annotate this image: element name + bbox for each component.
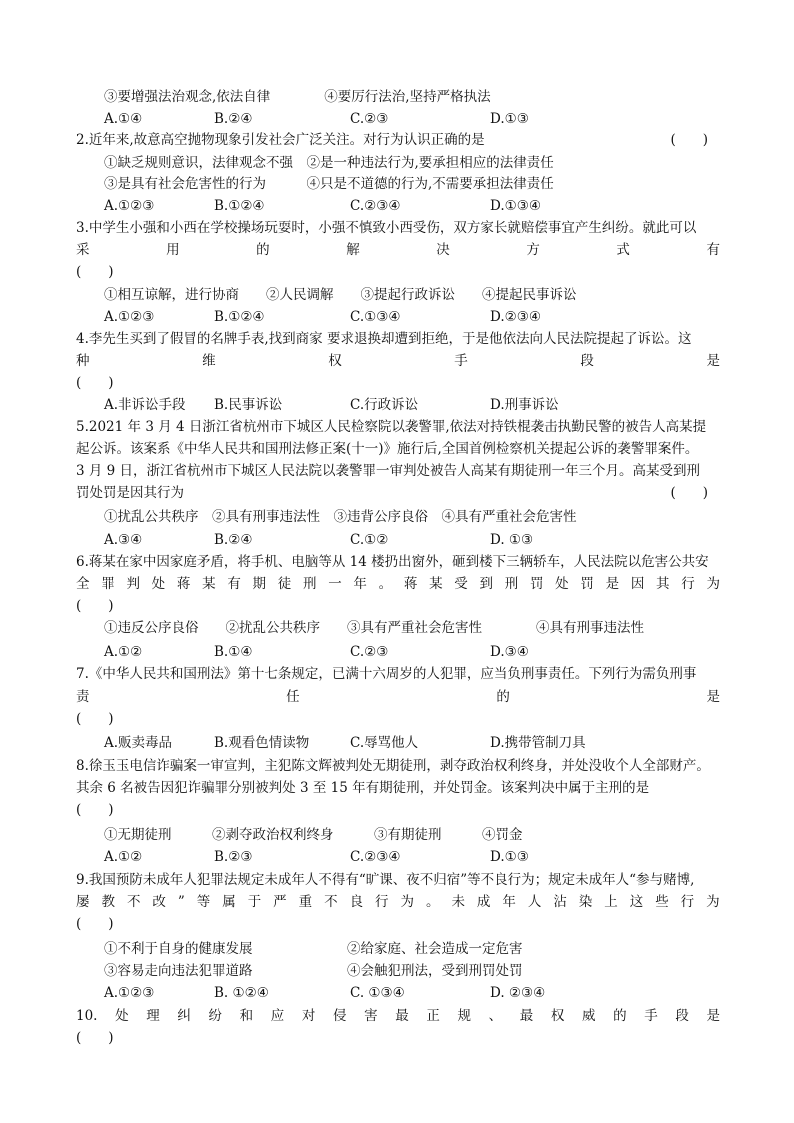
spread-char: 规 — [457, 1008, 471, 1024]
text-line-19 — [76, 484, 720, 502]
line-text: ( ) — [76, 375, 114, 391]
spread-char: 一 — [328, 576, 342, 592]
spread-char: 权 — [328, 353, 342, 369]
spread-char: 正 — [426, 1008, 440, 1024]
spread-char: 因 — [630, 576, 645, 592]
spread-char: 种 — [76, 353, 90, 369]
spread-char: 些 — [655, 894, 669, 910]
answer-option: D. ②③④ — [490, 985, 546, 1001]
line-text: 9.我国预防未成年人犯罪法规定未成年人不得有“旷课、夜不归宿”等不良行为；规定未成年人“参与赌博, — [76, 872, 695, 888]
spread-char: 刑 — [302, 576, 317, 592]
spread-char: 手 — [644, 1008, 658, 1024]
line-text: ①相互谅解，进行协商 ②人民调解 ③提起行政诉讼 ④提起民事诉讼 — [104, 287, 577, 303]
line-text: ( ) — [76, 598, 114, 614]
answer-option: D.①③ — [490, 849, 529, 865]
text-line-38 — [76, 915, 720, 933]
spread-char: 不 — [126, 894, 141, 910]
answer-option: D. ①③ — [490, 532, 534, 548]
answer-blank: ( ) — [670, 485, 708, 501]
answer-option: A.非诉讼手段 — [104, 397, 186, 413]
text-line-5 — [104, 175, 720, 193]
spread-char: 采 — [76, 242, 90, 258]
spread-char: 解 — [346, 242, 360, 258]
answer-option: D.②③④ — [490, 309, 541, 325]
line-text: ①缺乏规则意识，法律观念不强 ②是一种违法行为,要承担相应的法律责任 — [104, 155, 554, 171]
spread-char: 行 — [681, 576, 695, 592]
answer-option: A.①② — [104, 644, 143, 660]
spread-char: 行 — [375, 894, 389, 910]
spread-char: 害 — [364, 1008, 378, 1024]
spread-char: 罪 — [101, 576, 115, 592]
spread-char: 的 — [613, 1008, 627, 1024]
answer-option: B.①②④ — [214, 309, 265, 325]
spread-char: 这 — [629, 894, 644, 910]
spread-char: 处 — [151, 576, 166, 592]
spread-char: 罚 — [529, 576, 544, 592]
answer-option: B.②④ — [214, 532, 253, 548]
spread-char: 某 — [202, 576, 216, 592]
text-line-43 — [76, 1029, 720, 1047]
spread-char: 人 — [527, 894, 542, 910]
text-line-32 — [76, 779, 720, 797]
answer-option: C.①③④ — [350, 309, 401, 325]
answer-option: C.行政诉讼 — [350, 397, 419, 413]
line-text: ( ) — [76, 802, 114, 818]
text-line-7 — [76, 219, 720, 237]
spread-char: 重 — [298, 894, 313, 910]
spread-char: 是 — [706, 353, 720, 369]
answer-option: B.②④ — [214, 111, 253, 127]
spread-char: 属 — [222, 894, 236, 910]
spread-char: 手 — [454, 353, 468, 369]
spread-char: 纠 — [177, 1008, 191, 1024]
answer-option: C.②③ — [350, 111, 389, 127]
text-line-18 — [76, 462, 720, 480]
spread-char: 和 — [239, 1008, 254, 1024]
answer-option: B.观看色情读物 — [214, 735, 310, 751]
line-text: 4.李先生买到了假冒的名牌手表,找到商家 要求退换却遭到拒绝，于是他依法向人民法院提起了诉讼。这 — [76, 331, 692, 347]
line-text: ③容易走向违法犯罪道路 ④会触犯刑法，受到刑罚处罚 — [104, 963, 523, 979]
spread-char: 权 — [550, 1008, 565, 1024]
text-line-3 — [76, 131, 720, 149]
spread-char: 蒋 — [176, 576, 191, 592]
answer-option: D.①③ — [490, 111, 529, 127]
spread-char: 某 — [429, 576, 443, 592]
line-text: 2.近年来,故意高空抛物现象引发社会广泛关注。对行为认识正确的是 — [76, 132, 485, 148]
line-text: ③是具有社会危害性的行为 ④只是不道德的行为,不需要承担法律责任 — [104, 176, 554, 192]
spread-char: 于 — [247, 894, 262, 910]
answer-option: D.刑事诉讼 — [490, 397, 559, 413]
spread-char: 10. — [76, 1008, 98, 1024]
spread-char: 判 — [126, 576, 140, 592]
spread-char: 任 — [286, 689, 300, 705]
answer-option: A.贩卖毒品 — [104, 735, 173, 751]
spread-char: 对 — [301, 1008, 316, 1024]
text-line-10 — [104, 286, 720, 304]
spread-char: 最 — [519, 1008, 534, 1024]
line-text: 7.《中华人民共和国刑法》第十七条规定，已满十六周岁的人犯罪，应当负刑事责任。下列行为需负刑事 — [76, 666, 697, 682]
answer-option: A.①② — [104, 849, 143, 865]
spread-char: 责 — [76, 689, 90, 705]
text-line-20 — [104, 508, 720, 526]
spread-char: 纷 — [208, 1008, 222, 1024]
spread-char: 侵 — [332, 1008, 347, 1024]
line-text: 8.徐玉玉电信诈骗案一审宣判，主犯陈文辉被判处无期徒刑，剥夺政治权利终身，并处没收个人全部财产。 — [76, 758, 710, 774]
text-line-40 — [104, 962, 720, 980]
text-line-34 — [104, 826, 720, 844]
text-line-25 — [104, 619, 720, 637]
answer-option: D.携带管制刀具 — [490, 735, 586, 751]
spread-char: 未 — [451, 894, 465, 910]
spread-char: 方 — [526, 242, 540, 258]
answer-option: C. ①③④ — [350, 985, 405, 1001]
answer-option: A.③④ — [104, 532, 143, 548]
answer-option: B.①②④ — [214, 198, 265, 214]
spread-char: 不 — [324, 894, 338, 910]
spread-char: 染 — [578, 894, 593, 910]
spread-char: 式 — [616, 242, 630, 258]
text-line-36 — [76, 871, 720, 889]
answer-option: D.③④ — [490, 644, 529, 660]
spread-char: 改 — [152, 894, 166, 910]
line-text: 起公诉。该案系《中华人民共和国刑法修正案(十一)》施行后,全国首例检察机关提起公诉的袭警罪案件。 — [76, 441, 699, 457]
spread-char: 决 — [436, 242, 450, 258]
spread-char: 严 — [273, 894, 287, 910]
answer-option: A.①②③ — [104, 985, 155, 1001]
spread-char: 用 — [166, 242, 180, 258]
spread-char: 行 — [680, 894, 695, 910]
spread-char: 为 — [400, 894, 414, 910]
answer-option: D.①③④ — [490, 198, 541, 214]
spread-char: 段 — [675, 1008, 689, 1024]
line-text: 3 月 9 日，浙江省杭州市下城区人民法院以袭警罪一审判处被告人高某有期徒刑一年三个月。高某受到刑 — [76, 463, 701, 479]
spread-char: 受 — [454, 576, 468, 592]
spread-char: 良 — [349, 894, 364, 910]
spread-char: 教 — [101, 894, 115, 910]
answer-option: B. ①②④ — [214, 985, 269, 1001]
spread-char: ” — [177, 894, 185, 910]
text-line-23 — [76, 575, 720, 593]
spread-char: 。 — [378, 576, 393, 592]
answer-option: C.②③④ — [350, 849, 401, 865]
text-line-4 — [104, 154, 720, 172]
spread-char: 全 — [76, 576, 90, 592]
spread-char: 的 — [496, 689, 510, 705]
spread-char: 应 — [270, 1008, 285, 1024]
spread-char: 为 — [706, 894, 720, 910]
line-text: ①不利于自身的健康发展 ②给家庭、社会造成一定危害 — [104, 941, 523, 957]
spread-char: 到 — [479, 576, 493, 592]
text-line-12 — [76, 330, 720, 348]
answer-option: A.①②③ — [104, 309, 155, 325]
line-text: ( ) — [76, 264, 114, 280]
spread-char: 等 — [196, 894, 211, 910]
answer-option: B.民事诉讼 — [214, 397, 283, 413]
line-text: ( ) — [76, 916, 114, 932]
text-line-16 — [76, 418, 720, 436]
text-line-31 — [76, 757, 720, 775]
text-line-8 — [76, 241, 720, 259]
answer-option: C.①② — [350, 532, 389, 548]
spread-char: 是 — [706, 689, 720, 705]
spread-char: 处 — [555, 576, 569, 592]
line-text: 其余 6 名被告因犯诈骗罪分别被判处 3 至 15 年有期徒刑，并处罚金。该案判决中属于主刑的是 — [76, 780, 650, 796]
answer-option: B.②③ — [214, 849, 253, 865]
text-line-13 — [76, 352, 720, 370]
text-line-37 — [76, 893, 720, 911]
text-line-39 — [104, 940, 720, 958]
spread-char: 屡 — [76, 894, 90, 910]
line-text: ①扰乱公共秩序 ②具有刑事违法性 ③违背公序良俗 ④具有严重社会危害性 — [104, 509, 577, 525]
text-line-27 — [76, 665, 720, 683]
line-text: ( ) — [76, 1030, 114, 1046]
spread-char: 年 — [353, 576, 367, 592]
answer-option: C.②③ — [350, 644, 389, 660]
spread-char: 其 — [656, 576, 670, 592]
line-text: ①无期徒刑 ②剥夺政治权利终身 ③有期徒刑 ④罚金 — [104, 827, 523, 843]
text-line-22 — [76, 553, 720, 571]
spread-char: 成 — [476, 894, 491, 910]
text-line-28 — [76, 688, 720, 706]
line-text: 6.蒋某在家中因家庭矛盾，将手机、电脑等从 14 楼扔出窗外，砸到楼下三辆轿车，人民法院以危害公共安 — [76, 554, 709, 570]
answer-option: A.①②③ — [104, 198, 155, 214]
text-line-14 — [76, 374, 720, 392]
spread-char: 维 — [202, 353, 216, 369]
spread-char: 是 — [706, 1008, 720, 1024]
spread-char: 蒋 — [403, 576, 418, 592]
text-line-33 — [76, 801, 720, 819]
spread-char: 有 — [227, 576, 241, 592]
text-line-1 — [104, 88, 720, 106]
spread-char: 为 — [706, 576, 720, 592]
spread-char: 徒 — [277, 576, 292, 592]
spread-char: 沾 — [553, 894, 567, 910]
text-line-42 — [76, 1007, 720, 1025]
text-line-29 — [76, 710, 720, 728]
spread-char: 。 — [425, 894, 440, 910]
line-text: ①违反公序良俗 ②扰乱公共秩序 ③具有严重社会危害性 ④具有刑事违法性 — [104, 620, 644, 636]
spread-char: 上 — [604, 894, 618, 910]
spread-char: 处 — [115, 1008, 129, 1024]
spread-char: 刑 — [504, 576, 519, 592]
spread-char: 理 — [146, 1008, 160, 1024]
line-text: 罚处罚是因其行为 — [76, 485, 184, 501]
spread-char: 最 — [395, 1008, 409, 1024]
spread-char: 有 — [706, 242, 720, 258]
answer-option: C.辱骂他人 — [350, 735, 419, 751]
answer-option: A.①④ — [104, 111, 143, 127]
spread-char: 期 — [252, 576, 267, 592]
text-line-17 — [76, 440, 720, 458]
spread-char: 的 — [256, 242, 270, 258]
line-text: 5.2021 年 3 月 4 日浙江省杭州市下城区人民检察院以袭警罪,依法对持铁棍袭击执勤民警的被告人高某提 — [76, 419, 707, 435]
text-line-24 — [76, 597, 720, 615]
spread-char: 是 — [605, 576, 620, 592]
answer-option: C.②③④ — [350, 198, 401, 214]
answer-option: B.①④ — [214, 644, 253, 660]
line-text: 3.中学生小强和小西在学校操场玩耍时，小强不慎致小西受伤，双方家长就赔偿事宜产生纠纷。就此可以 — [76, 220, 697, 236]
text-line-9 — [76, 263, 720, 281]
spread-char: 段 — [580, 353, 594, 369]
line-text: ( ) — [76, 711, 114, 727]
answer-blank: ( ) — [670, 132, 708, 148]
spread-char: 罚 — [580, 576, 594, 592]
spread-char: 、 — [488, 1008, 503, 1024]
line-text: ③要增强法治观念,依法自律 ④要厉行法治,坚持严格执法 — [104, 89, 491, 105]
spread-char: 年 — [502, 894, 516, 910]
spread-char: 威 — [581, 1008, 596, 1024]
